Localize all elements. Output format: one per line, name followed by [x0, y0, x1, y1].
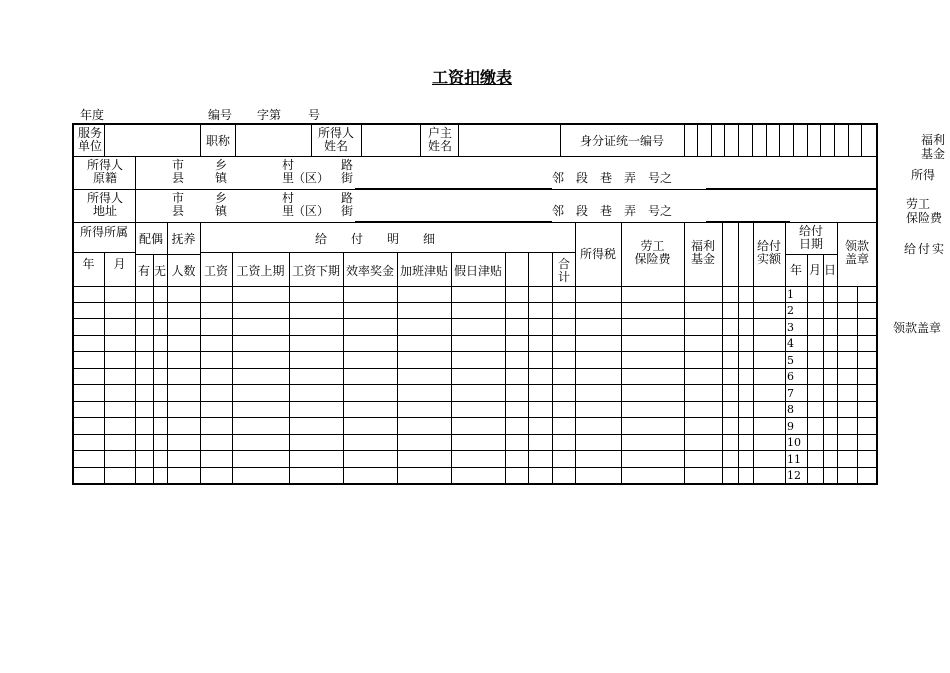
- grid-line: [73, 351, 877, 352]
- grid-line: [575, 222, 576, 484]
- grid-line: [73, 368, 877, 369]
- origin-city-county: 市 县: [171, 158, 184, 185]
- receipt-seal-header: 领款 盖章: [844, 239, 869, 266]
- wage-second-header: 工资下期: [291, 264, 340, 278]
- total-header: 合 计: [557, 257, 570, 284]
- side-labor-insurance: 劳工 保险费: [906, 197, 943, 225]
- title-rank-label: 职称: [205, 134, 230, 148]
- pay-month-header: 月: [808, 263, 821, 277]
- householder-name-label: 户主 姓名: [427, 126, 452, 153]
- origin-road-street: 路 街: [340, 158, 353, 185]
- origin-village: 村 里: [281, 158, 294, 185]
- address-village: 村 里: [281, 191, 294, 218]
- row-number: 7: [787, 387, 794, 400]
- row-number: 3: [787, 321, 794, 334]
- grid-line: [779, 124, 780, 156]
- wage-first-header: 工资上期: [236, 264, 285, 278]
- grid-line: [73, 222, 877, 223]
- origin-label: 所得人 原籍: [86, 158, 123, 185]
- address-label: 所得人 地址: [86, 191, 123, 218]
- address-district: （区）: [292, 204, 329, 218]
- month-header: 月: [113, 257, 126, 271]
- grid-line: [73, 302, 877, 303]
- wage-header: 工资: [203, 264, 228, 278]
- row-number: 2: [787, 304, 794, 317]
- grid-line: [73, 189, 877, 190]
- side-welfare-fund: 福利 基金: [920, 133, 945, 161]
- id-number-label: 身分证统一编号: [579, 134, 664, 148]
- grid-line: [706, 188, 790, 189]
- row-number: 11: [787, 453, 801, 466]
- origin-township: 乡 镇: [214, 158, 227, 185]
- table-frame: [72, 123, 878, 485]
- grid-line: [722, 222, 723, 484]
- row-number: 5: [787, 354, 794, 367]
- grid-line: [766, 124, 767, 156]
- grid-line: [200, 222, 201, 484]
- welfare-fund-header: 福利 基金: [690, 239, 715, 266]
- grid-line: [785, 254, 837, 255]
- side-receipt-seal: 领款盖章: [893, 321, 942, 335]
- grid-line: [752, 124, 753, 156]
- efficiency-bonus-header: 效率奖金: [345, 264, 394, 278]
- grid-line: [790, 188, 877, 189]
- address-neighborhood: 邻 段 巷 弄 号之: [552, 204, 673, 218]
- grid-line: [820, 124, 821, 156]
- actual-paid-header: 给付 实额: [756, 239, 781, 266]
- grid-line: [706, 221, 790, 222]
- grid-line: [861, 124, 862, 156]
- holiday-allowance-header: 假日津贴: [453, 264, 502, 278]
- year-header: 年: [82, 257, 95, 271]
- pay-details-header: 给 付 明 细: [314, 232, 435, 246]
- address-city-county: 市 县: [171, 191, 184, 218]
- grid-line: [135, 156, 136, 222]
- pay-day-header: 日: [823, 263, 836, 277]
- income-tax-header: 所得税: [579, 247, 616, 261]
- grid-line: [857, 286, 858, 484]
- grid-line: [73, 434, 877, 435]
- grid-line: [848, 124, 849, 156]
- service-unit-label: 服务 单位: [77, 126, 102, 153]
- dependents-header: 抚养: [171, 232, 196, 246]
- earner-name-label: 所得人 姓名: [317, 126, 354, 153]
- number-label: 编号: [208, 108, 233, 122]
- count-header: 人数: [171, 264, 196, 278]
- grid-line: [73, 335, 877, 336]
- grid-line: [738, 124, 739, 156]
- row-number: 9: [787, 420, 794, 433]
- grid-line: [793, 124, 794, 156]
- grid-line: [785, 222, 786, 484]
- grid-line: [355, 221, 552, 222]
- grid-line: [73, 450, 877, 451]
- row-number: 10: [787, 436, 801, 449]
- grid-line: [73, 286, 877, 287]
- grid-line: [73, 156, 877, 157]
- row-number: 6: [787, 370, 794, 383]
- side-income: 所得: [911, 168, 936, 182]
- pay-date-header: 给付 日期: [798, 224, 823, 251]
- row-number: 4: [787, 337, 794, 350]
- grid-line: [361, 124, 362, 156]
- side-actual-paid: 给付实: [904, 242, 947, 256]
- grid-line: [73, 401, 877, 402]
- grid-line: [738, 222, 739, 484]
- origin-neighborhood: 邻 段 巷 弄 号之: [552, 171, 673, 185]
- origin-district: （区）: [292, 171, 329, 185]
- grid-line: [834, 124, 835, 156]
- grid-line: [73, 384, 877, 385]
- grid-line: [73, 318, 877, 319]
- income-period-header: 所得所属: [79, 225, 128, 239]
- address-township: 乡 镇: [214, 191, 227, 218]
- no-label: 号: [308, 108, 321, 122]
- labor-insurance-header: 劳工 保险费: [634, 239, 671, 266]
- grid-line: [684, 124, 685, 156]
- char-label: 字第: [257, 108, 282, 122]
- grid-line: [724, 124, 725, 156]
- grid-line: [167, 222, 168, 484]
- grid-line: [200, 252, 575, 253]
- address-road-street: 路 街: [340, 191, 353, 218]
- grid-line: [73, 417, 877, 418]
- grid-line: [807, 124, 808, 156]
- page-title: 工资扣缴表: [432, 68, 513, 87]
- row-number: 1: [787, 288, 794, 301]
- grid-line: [135, 222, 136, 484]
- none-header: 无: [153, 264, 166, 278]
- grid-line: [355, 188, 552, 189]
- row-number: 12: [787, 469, 801, 482]
- grid-line: [235, 124, 236, 156]
- year-label: 年度: [80, 108, 105, 122]
- row-number: 8: [787, 403, 794, 416]
- grid-line: [711, 124, 712, 156]
- has-header: 有: [137, 264, 150, 278]
- grid-line: [697, 124, 698, 156]
- pay-year-header: 年: [789, 263, 802, 277]
- grid-line: [73, 467, 877, 468]
- overtime-allowance-header: 加班津贴: [399, 264, 448, 278]
- spouse-header: 配偶: [138, 232, 163, 246]
